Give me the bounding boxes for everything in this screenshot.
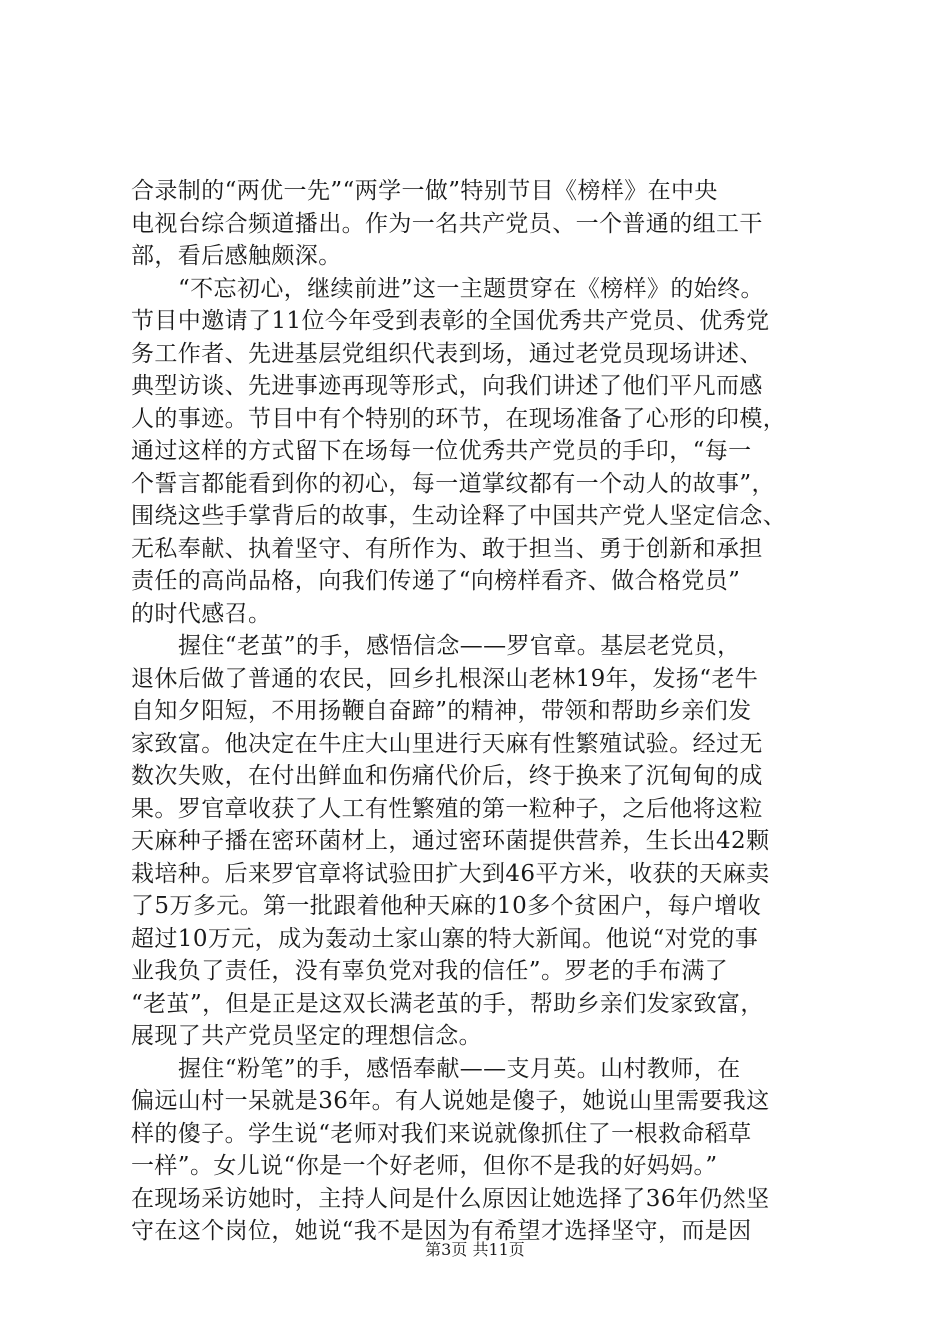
text-line: 退休后做了普通的农民，回乡扎根深山老林19年，发扬“老牛 <box>131 665 759 692</box>
text-line: 了5万多元。第一批跟着他种天麻的10多个贫困户，每户增收 <box>131 893 762 919</box>
text-line: 果。罗官章收获了人工有性繁殖的第一粒种子，之后他将这粒 <box>131 795 763 822</box>
page-number-footer: 第3页 共11页 <box>425 1240 525 1259</box>
text-line: 合录制的“两优一先”“两学一做”特别节目《榜样》在中央 <box>131 178 718 204</box>
text-line: 守在这个岗位，她说“我不是因为有希望才选择坚守，而是因 <box>131 1218 752 1244</box>
text-line: 围绕这些手掌背后的故事，生动诠释了中国共产党人坚定信念、 <box>131 503 787 529</box>
text-line: 部，看后感触颇深。 <box>131 243 342 269</box>
text-line: 自知夕阳短，不用扬鞭自奋蹄”的精神，带领和帮助乡亲们发 <box>131 698 752 724</box>
text-line: 个誓言都能看到你的初心，每一道掌纹都有一个动人的故事”， <box>131 470 775 497</box>
text-line: 通过这样的方式留下在场每一位优秀共产党员的手印，“每一 <box>131 438 752 464</box>
text-line: “老茧”，但是正是这双长满老茧的手，帮助乡亲们发家致富， <box>131 990 764 1017</box>
text-line: 节目中邀请了11位今年受到表彰的全国优秀共产党员、优秀党 <box>131 308 770 334</box>
text-line: 业我负了责任，没有辜负党对我的信任”。罗老的手布满了 <box>131 958 729 984</box>
text-line: 样的傻子。学生说“老师对我们来说就像抓住了一根救命稻草 <box>131 1120 752 1147</box>
text-line: 的时代感召。 <box>131 600 272 627</box>
text-line: 数次失败，在付出鲜血和伤痛代价后，终于换来了沉甸甸的成 <box>131 763 763 789</box>
text-line: 展现了共产党员坚定的理想信念。 <box>131 1023 482 1049</box>
text-line: 在现场采访她时，主持人问是什么原因让她选择了36年仍然坚 <box>131 1185 770 1212</box>
paragraph-start-line: “不忘初心，继续前进”这一主题贯穿在《榜样》的始终。 <box>178 275 764 302</box>
text-line: 人的事迹。节目中有个特别的环节，在现场准备了心形的印模， <box>131 405 787 432</box>
text-line: 家致富。他决定在牛庄大山里进行天麻有性繁殖试验。经过无 <box>131 730 763 757</box>
paragraph-start-line: 握住“粉笔”的手，感悟奉献——支月英。山村教师，在 <box>178 1055 741 1082</box>
text-line: 无私奉献、执着坚守、有所作为、敢于担当、勇于创新和承担 <box>131 535 763 562</box>
text-line: 电视台综合频道播出。作为一名共产党员、一个普通的组工干 <box>131 210 763 237</box>
text-line: 责任的高尚品格，向我们传递了“向榜样看齐、做合格党员” <box>131 568 741 594</box>
text-line: 偏远山村一呆就是36年。有人说她是傻子，她说山里需要我这 <box>131 1088 770 1114</box>
paragraph-start-line: 握住“老茧”的手，感悟信念——罗官章。基层老党员， <box>178 633 741 659</box>
text-line: 典型访谈、先进事迹再现等形式，向我们讲述了他们平凡而感 <box>131 373 763 399</box>
text-line: 天麻种子播在密环菌材上，通过密环菌提供营养，生长出42颗 <box>131 828 770 854</box>
document-body <box>131 175 837 1248</box>
text-line: 超过10万元，成为轰动土家山寨的特大新闻。他说“对党的事 <box>131 925 759 952</box>
text-line: 一样”。女儿说“你是一个好老师，但你不是我的好妈妈。” <box>131 1153 718 1179</box>
text-line: 务工作者、先进基层党组织代表到场，通过老党员现场讲述、 <box>131 340 763 367</box>
text-line: 栽培种。后来罗官章将试验田扩大到46平方米，收获的天麻卖 <box>131 860 770 887</box>
